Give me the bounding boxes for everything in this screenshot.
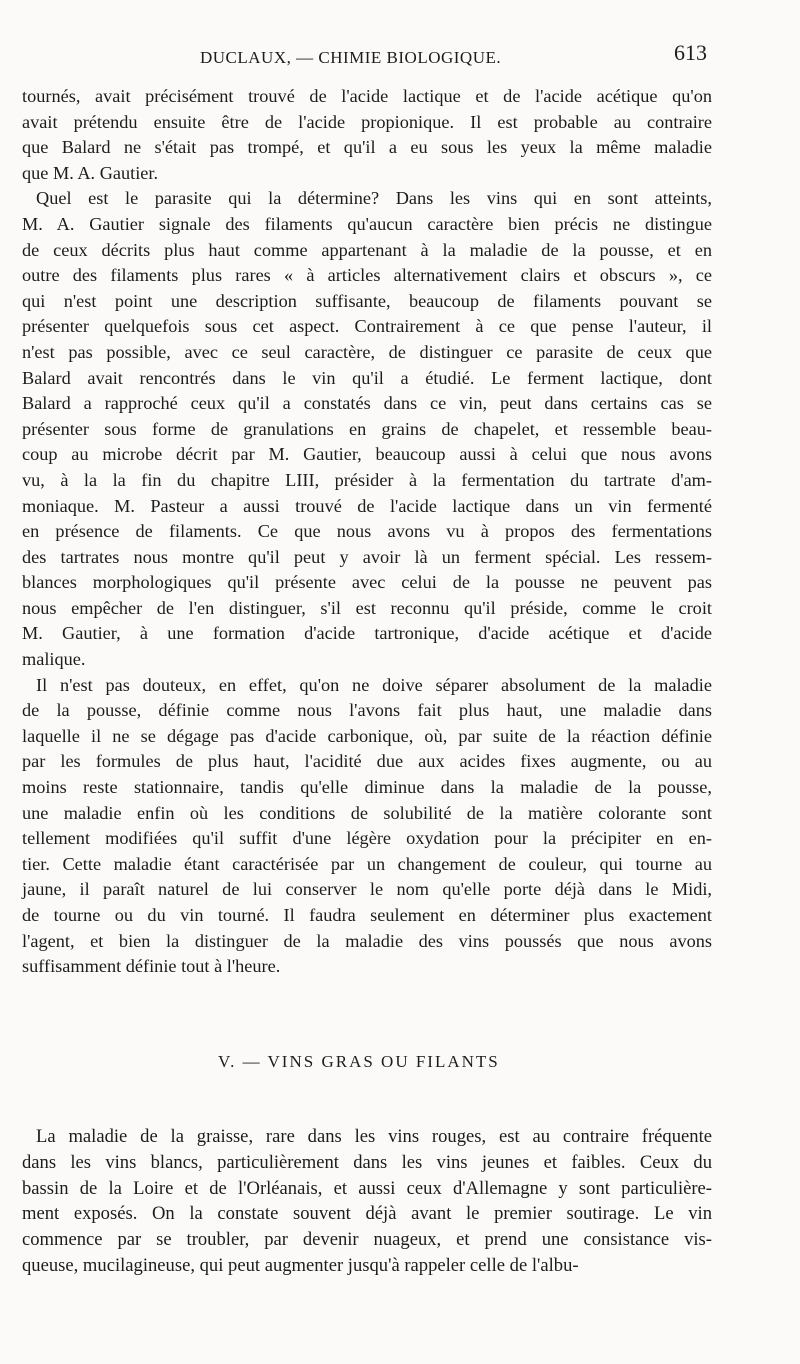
text-line: de tourne ou du vin tourné. Il faudra seulement en déterminer plus exactement: [22, 905, 712, 925]
text-line: blances morphologiques qu'il présente avec celui de la pousse ne peuvent pas: [22, 572, 712, 593]
text-line: queuse, mucilagineuse, qui peut augmenter jusqu'à rappeler celle de l'albu-: [22, 1254, 579, 1276]
text-line: présenter sous forme de granulations en grains de chapelet, et ressemble beau-: [22, 418, 712, 439]
text-line: l'agent, et bien la distinguer de la maladie des vins poussés que nous avons: [22, 930, 712, 951]
text-line: de la pousse, définie comme nous l'avons fait plus haut, une maladie dans: [22, 700, 712, 721]
text-line: outre des filaments plus rares « à articles alternativement clairs et obscurs », ce: [22, 265, 712, 286]
text-line: commence par se troubler, par devenir nuageux, et prend une consistance vis-: [22, 1229, 712, 1251]
text-line: Balard avait rencontrés dans le vin qu'il a étudié. Le ferment lactique, dont: [22, 367, 712, 388]
text-line: vu, à la la fin du chapitre LIII, présider à la fermentation du tartrate d'am-: [22, 469, 712, 490]
text-line: moniaque. M. Pasteur a aussi trouvé de l'acide lactique dans un vin fermenté: [22, 495, 712, 516]
text-line: suffisamment définie tout à l'heure.: [22, 956, 281, 977]
paragraph: [22, 84, 712, 186]
paragraph: [22, 186, 712, 672]
text-line: laquelle il ne se dégage pas d'acide carbonique, où, par suite de la réaction définie: [22, 725, 712, 746]
text-line: nous empêcher de l'en distinguer, s'il est reconnu qu'il préside, comme le croit: [22, 597, 712, 618]
text-line: malique.: [22, 649, 86, 670]
text-line: moins reste stationnaire, tandis qu'elle diminue dans la maladie de la pousse,: [22, 777, 712, 798]
page-number: 613: [674, 40, 707, 65]
text-line: que M. A. Gautier.: [22, 162, 159, 183]
text-line: dans les vins blancs, particulièrement dans les vins jeunes et faibles. Ceux du: [22, 1151, 712, 1173]
text-line: de ceux décrits plus haut comme appartenant à la maladie de la pousse, et en: [22, 239, 712, 260]
text-line: une maladie enfin où les conditions de solubilité de la matière colorante sont: [22, 802, 712, 823]
text-line: en présence de filaments. Ce que nous avons vu à propos des fermentations: [22, 521, 712, 542]
text-line: M. Gautier, à une formation d'acide tartronique, d'acide acétique et d'acide: [22, 623, 712, 644]
text-line: avait prétendu ensuite être de l'acide propionique. Il est probable au contraire: [22, 111, 712, 132]
paragraph: [22, 673, 712, 980]
running-head: DUCLAUX, — CHIMIE BIOLOGIQUE.: [200, 48, 502, 67]
text-line: qui n'est point une description suffisante, beaucoup de filaments pouvant se: [22, 290, 712, 311]
text-line: tellement modifiées qu'il suffit d'une légère oxydation pour la précipiter en en-: [22, 828, 712, 849]
text-line: coup au microbe décrit par M. Gautier, beaucoup aussi à celui que nous avons: [22, 444, 712, 465]
text-line: Balard a rapproché ceux qu'il a constatés dans ce vin, peut dans certains cas se: [22, 393, 712, 414]
text-line: Il n'est pas douteux, en effet, qu'on ne doive séparer absolument de la maladie: [36, 674, 712, 695]
text-line: ment exposés. On la constate souvent déjà avant le premier soutirage. Le vin: [22, 1203, 712, 1225]
text-line: tier. Cette maladie étant caractérisée par un changement de couleur, qui tourne au: [22, 853, 712, 874]
section-heading: V. — VINS GRAS OU FILANTS: [218, 1052, 500, 1071]
text-line: que Balard ne s'était pas trompé, et qu'il a eu sous les yeux la même maladie: [22, 137, 712, 158]
text-line: bassin de la Loire et de l'Orléanais, et aussi ceux d'Allemagne y sont particulière-: [22, 1177, 712, 1199]
text-line: par les formules de plus haut, l'acidité due aux acides fixes augmente, ou au: [22, 751, 712, 772]
text-line: des tartrates nous montre qu'il peut y avoir là un ferment spécial. Les ressem-: [22, 546, 712, 567]
text-line: présenter quelquefois sous cet aspect. Contrairement à ce que pense l'auteur, il: [22, 316, 712, 337]
text-line: jaune, il paraît naturel de lui conserver le nom qu'elle porte déjà dans le Midi,: [22, 879, 712, 900]
text-line: M. A. Gautier signale des filaments qu'aucun caractère bien précis ne distingue: [22, 213, 712, 234]
text-line: tournés, avait précisément trouvé de l'acide lactique et de l'acide acétique qu'on: [22, 86, 712, 106]
text-line: Quel est le parasite qui la détermine? Dans les vins qui en sont atteints,: [36, 188, 712, 209]
text-line: La maladie de la graisse, rare dans les vins rouges, est au contraire fréquente: [36, 1126, 712, 1147]
body-text-top: [22, 84, 712, 980]
body-text-bottom: [22, 1124, 712, 1279]
paragraph: [22, 1124, 712, 1279]
text-line: n'est pas possible, avec ce seul caractère, de distinguer ce parasite de ceux que: [22, 341, 712, 362]
